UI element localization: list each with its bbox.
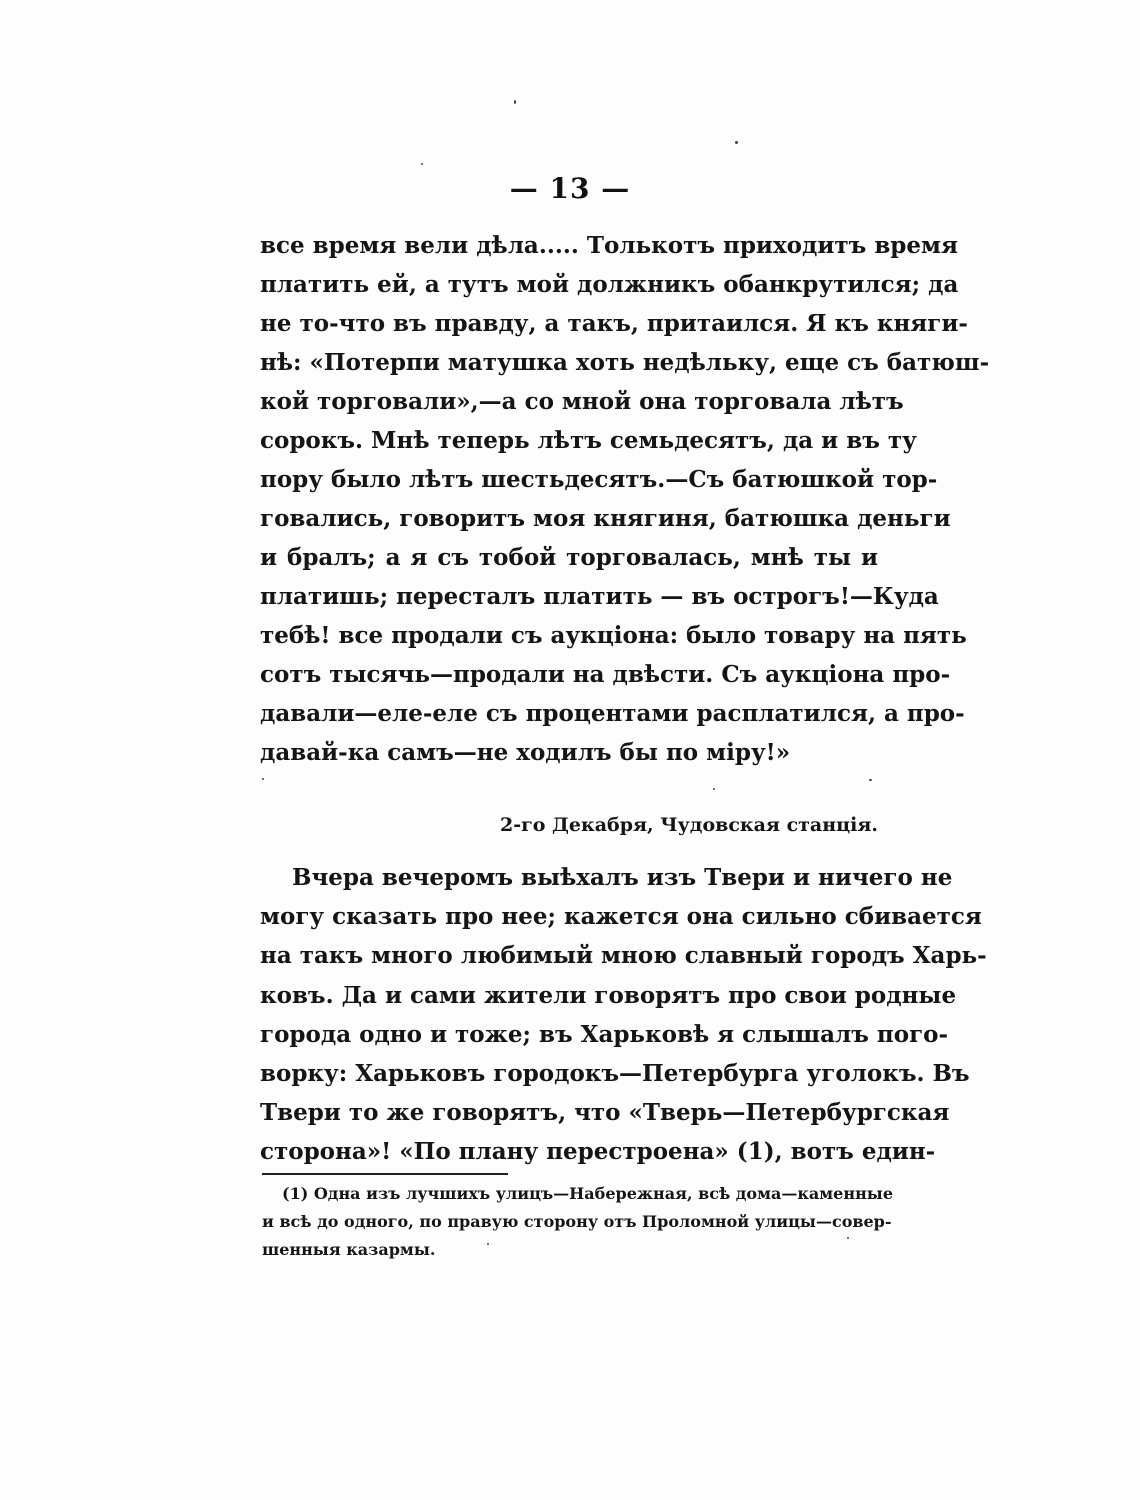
text-line: говались, говоритъ моя княгиня, батюшка деньги	[260, 505, 951, 532]
main-text-block	[260, 226, 990, 772]
text-line: нѣ: «Потерпи матушка хоть недѣльку, еще съ батюш-	[260, 349, 990, 376]
text-line: не то-что въ правду, а такъ, притаился. Я къ княги-	[260, 310, 968, 337]
scan-speck	[421, 163, 423, 165]
scan-speck	[735, 141, 738, 144]
footnote	[262, 1180, 893, 1264]
text-line: сотъ тысячь—продали на двѣсти. Съ аукціона про-	[260, 661, 951, 688]
text-line: Вчера вечеромъ выѣхалъ изъ Твери и ничего не	[292, 864, 953, 891]
text-line: платить ей, а тутъ мой должникъ обанкрутился; да	[260, 271, 959, 298]
text-line: ворку: Харьковъ городокъ—Петербурга уголокъ. Въ	[260, 1059, 970, 1087]
second-text-block	[260, 858, 987, 1172]
text-line: и бралъ; а я съ тобой торговалась, мнѣ ты и	[260, 544, 878, 571]
text-line: кой торговали»,—а со мной она торговала лѣтъ	[260, 388, 904, 415]
text-line: давай-ка самъ—не ходилъ бы по міру!»	[260, 739, 791, 766]
text-line: сорокъ. Мнѣ теперь лѣтъ семьдесятъ, да и въ ту	[260, 427, 917, 454]
text-line: города одно и тоже; въ Харьковѣ я слышалъ пого-	[260, 1020, 949, 1048]
footnote-divider	[262, 1173, 508, 1175]
scan-speck	[847, 1237, 849, 1239]
footnote-line: (1) Одна изъ лучшихъ улицъ—Набережная, всѣ дома—каменные	[282, 1184, 893, 1203]
text-line: сторона»! «По плану перестроена» (1), вотъ един-	[260, 1138, 936, 1166]
scan-speck	[869, 779, 872, 781]
scan-speck	[514, 100, 516, 104]
scan-speck	[262, 778, 264, 780]
footnote-line: и всѣ до одного, по правую сторону отъ Проломной улицы—совер-	[262, 1212, 892, 1231]
text-line: давали—еле-еле съ процентами расплатился, а про-	[260, 700, 965, 727]
text-line: могу сказать про нее; кажется она сильно сбивается	[260, 903, 982, 931]
text-line: пору было лѣтъ шестьдесятъ.—Съ батюшкой тор-	[260, 466, 938, 493]
text-line: ковъ. Да и сами жители говорятъ про свои родные	[260, 981, 957, 1009]
text-line: платишь; пересталъ платить — въ острогъ!—Куда	[260, 583, 939, 610]
scan-speck	[713, 788, 715, 790]
text-line: все время вели дѣла..... Толькотъ приходитъ время	[260, 232, 958, 259]
text-line: тебѣ! все продали съ аукціона: было товару на пять	[260, 622, 967, 649]
scan-speck	[487, 1243, 489, 1245]
dateline-heading: 2-го Декабря, Чудовская станція.	[500, 814, 879, 836]
page-number: — 13 —	[509, 172, 631, 205]
text-line: Твери то же говорятъ, что «Тверь—Петербургская	[260, 1099, 950, 1127]
text-line: на такъ много любимый мною славный городъ Харь-	[260, 942, 987, 970]
footnote-line: шенныя казармы.	[262, 1240, 436, 1259]
